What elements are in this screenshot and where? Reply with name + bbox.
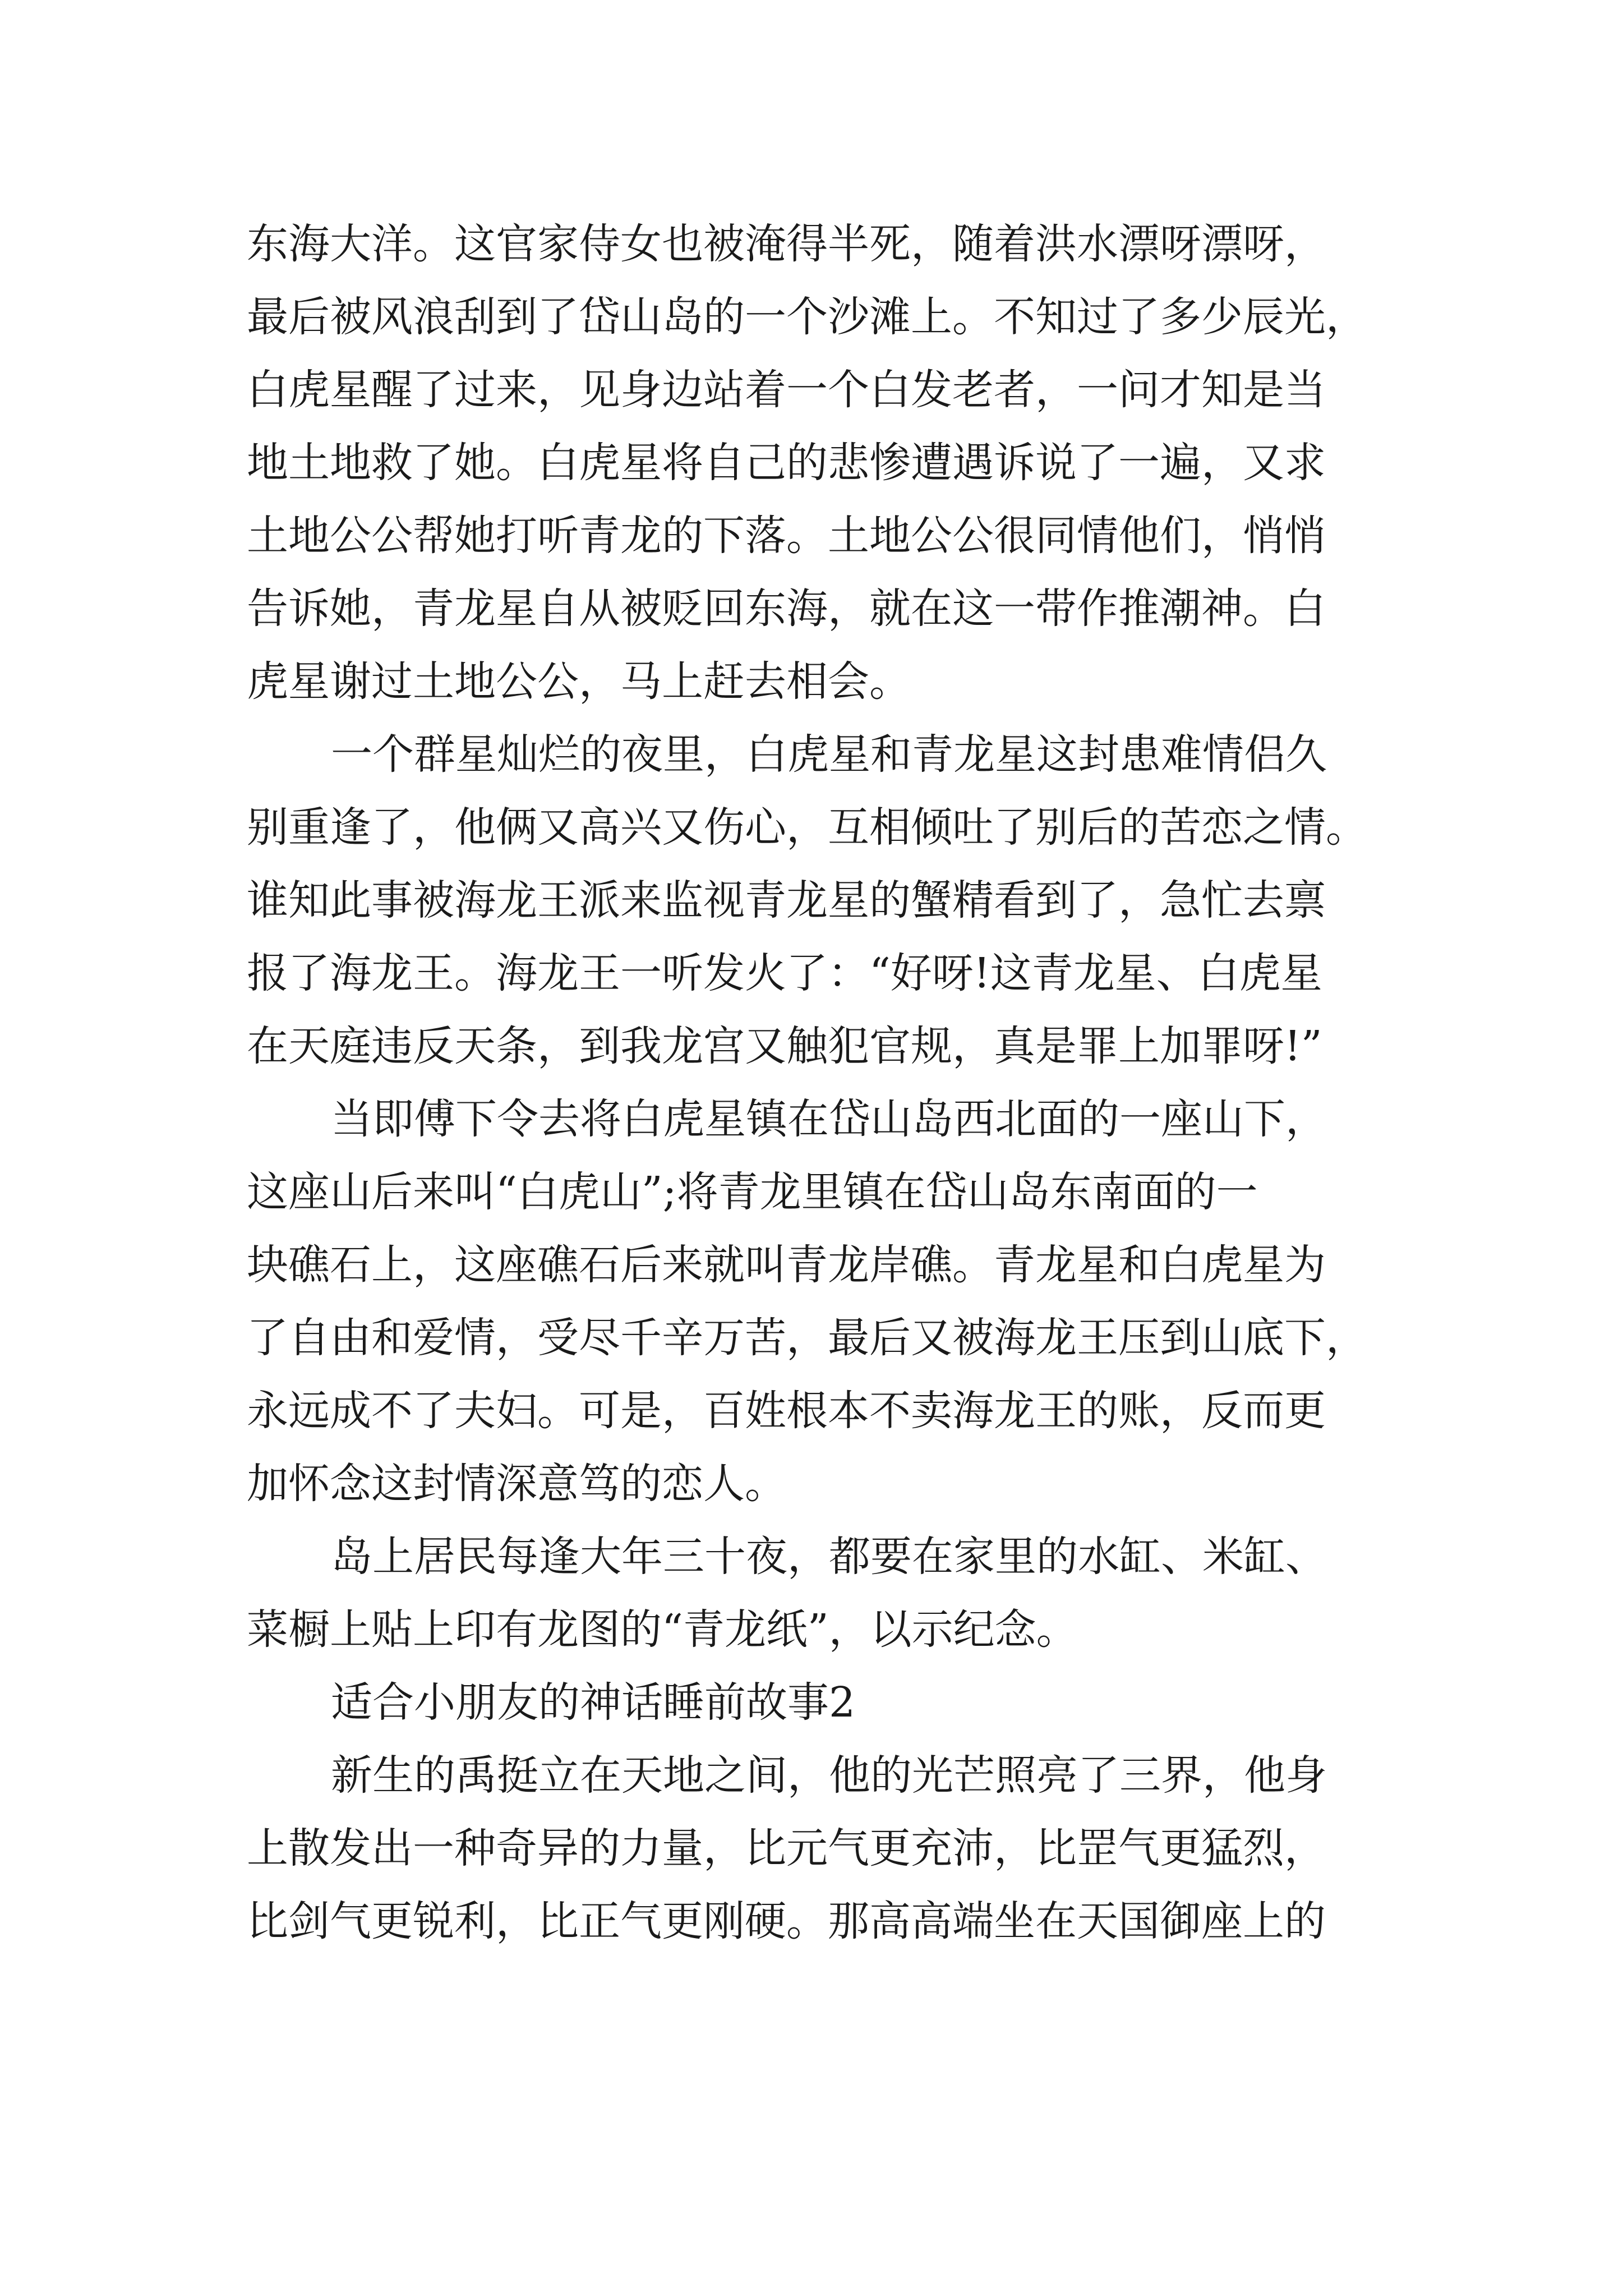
text-line: 永远成不了夫妇。可是，百姓根本不卖海龙王的账，反而更 — [247, 1387, 1326, 1435]
paragraph-start-line: 一个群星灿烂的夜里，白虎星和青龙星这封患难情侣久 — [331, 730, 1327, 779]
text-line: 土地公公帮她打听青龙的下落。土地公公很同情他们，悄悄 — [247, 512, 1326, 560]
paragraph-start-line: 岛上居民每逢大年三十夜，都要在家里的水缸、米缸、 — [331, 1533, 1327, 1581]
text-line: 东海大洋。这官家侍女也被淹得半死，随着洪水漂呀漂呀， — [247, 220, 1326, 268]
text-line: 地土地救了她。白虎星将自己的悲惨遭遇诉说了一遍，又求 — [247, 439, 1326, 487]
text-line: 谁知此事被海龙王派来监视青龙星的蟹精看到了，急忙去禀 — [247, 876, 1326, 924]
section-heading: 适合小朋友的神话睡前故事2 — [331, 1678, 856, 1727]
text-line: 报了海龙王。海龙王一听发火了：“好呀!这青龙星、白虎星 — [247, 949, 1322, 997]
text-line: 块礁石上，这座礁石后来就叫青龙岸礁。青龙星和白虎星为 — [247, 1241, 1326, 1289]
text-line: 比剑气更锐利，比正气更刚硬。那高高端坐在天国御座上的 — [247, 1897, 1326, 1945]
text-line: 上散发出一种奇异的力量，比元气更充沛，比罡气更猛烈， — [247, 1824, 1326, 1872]
paragraph-start-line: 新生的禹挺立在天地之间，他的光芒照亮了三界，他身 — [331, 1751, 1327, 1800]
text-line: 这座山后来叫“白虎山”;将青龙里镇在岱山岛东南面的一 — [247, 1168, 1258, 1216]
text-line: 了自由和爱情，受尽千辛万苦，最后又被海龙王压到山底下， — [247, 1314, 1367, 1362]
text-line: 最后被风浪刮到了岱山岛的一个沙滩上。不知过了多少辰光， — [247, 293, 1367, 341]
text-line: 在天庭违反天条，到我龙宫又触犯官规，真是罪上加罪呀!” — [247, 1022, 1322, 1070]
text-line: 菜橱上贴上印有龙图的“青龙纸”，以示纪念。 — [247, 1605, 1078, 1654]
text-line: 加怀念这封情深意笃的恋人。 — [247, 1460, 786, 1508]
body-text — [247, 208, 1402, 1958]
text-line: 白虎星醒了过来，见身边站着一个白发老者，一问才知是当 — [247, 366, 1326, 414]
paragraph-start-line: 当即傅下令去将白虎星镇在岱山岛西北面的一座山下， — [331, 1095, 1327, 1143]
text-line: 告诉她，青龙星自从被贬回东海，就在这一带作推潮神。白 — [247, 585, 1326, 633]
text-line: 虎星谢过土地公公，马上赶去相会。 — [247, 657, 911, 706]
text-line: 别重逢了，他俩又高兴又伤心，互相倾吐了别后的苦恋之情。 — [247, 803, 1367, 852]
